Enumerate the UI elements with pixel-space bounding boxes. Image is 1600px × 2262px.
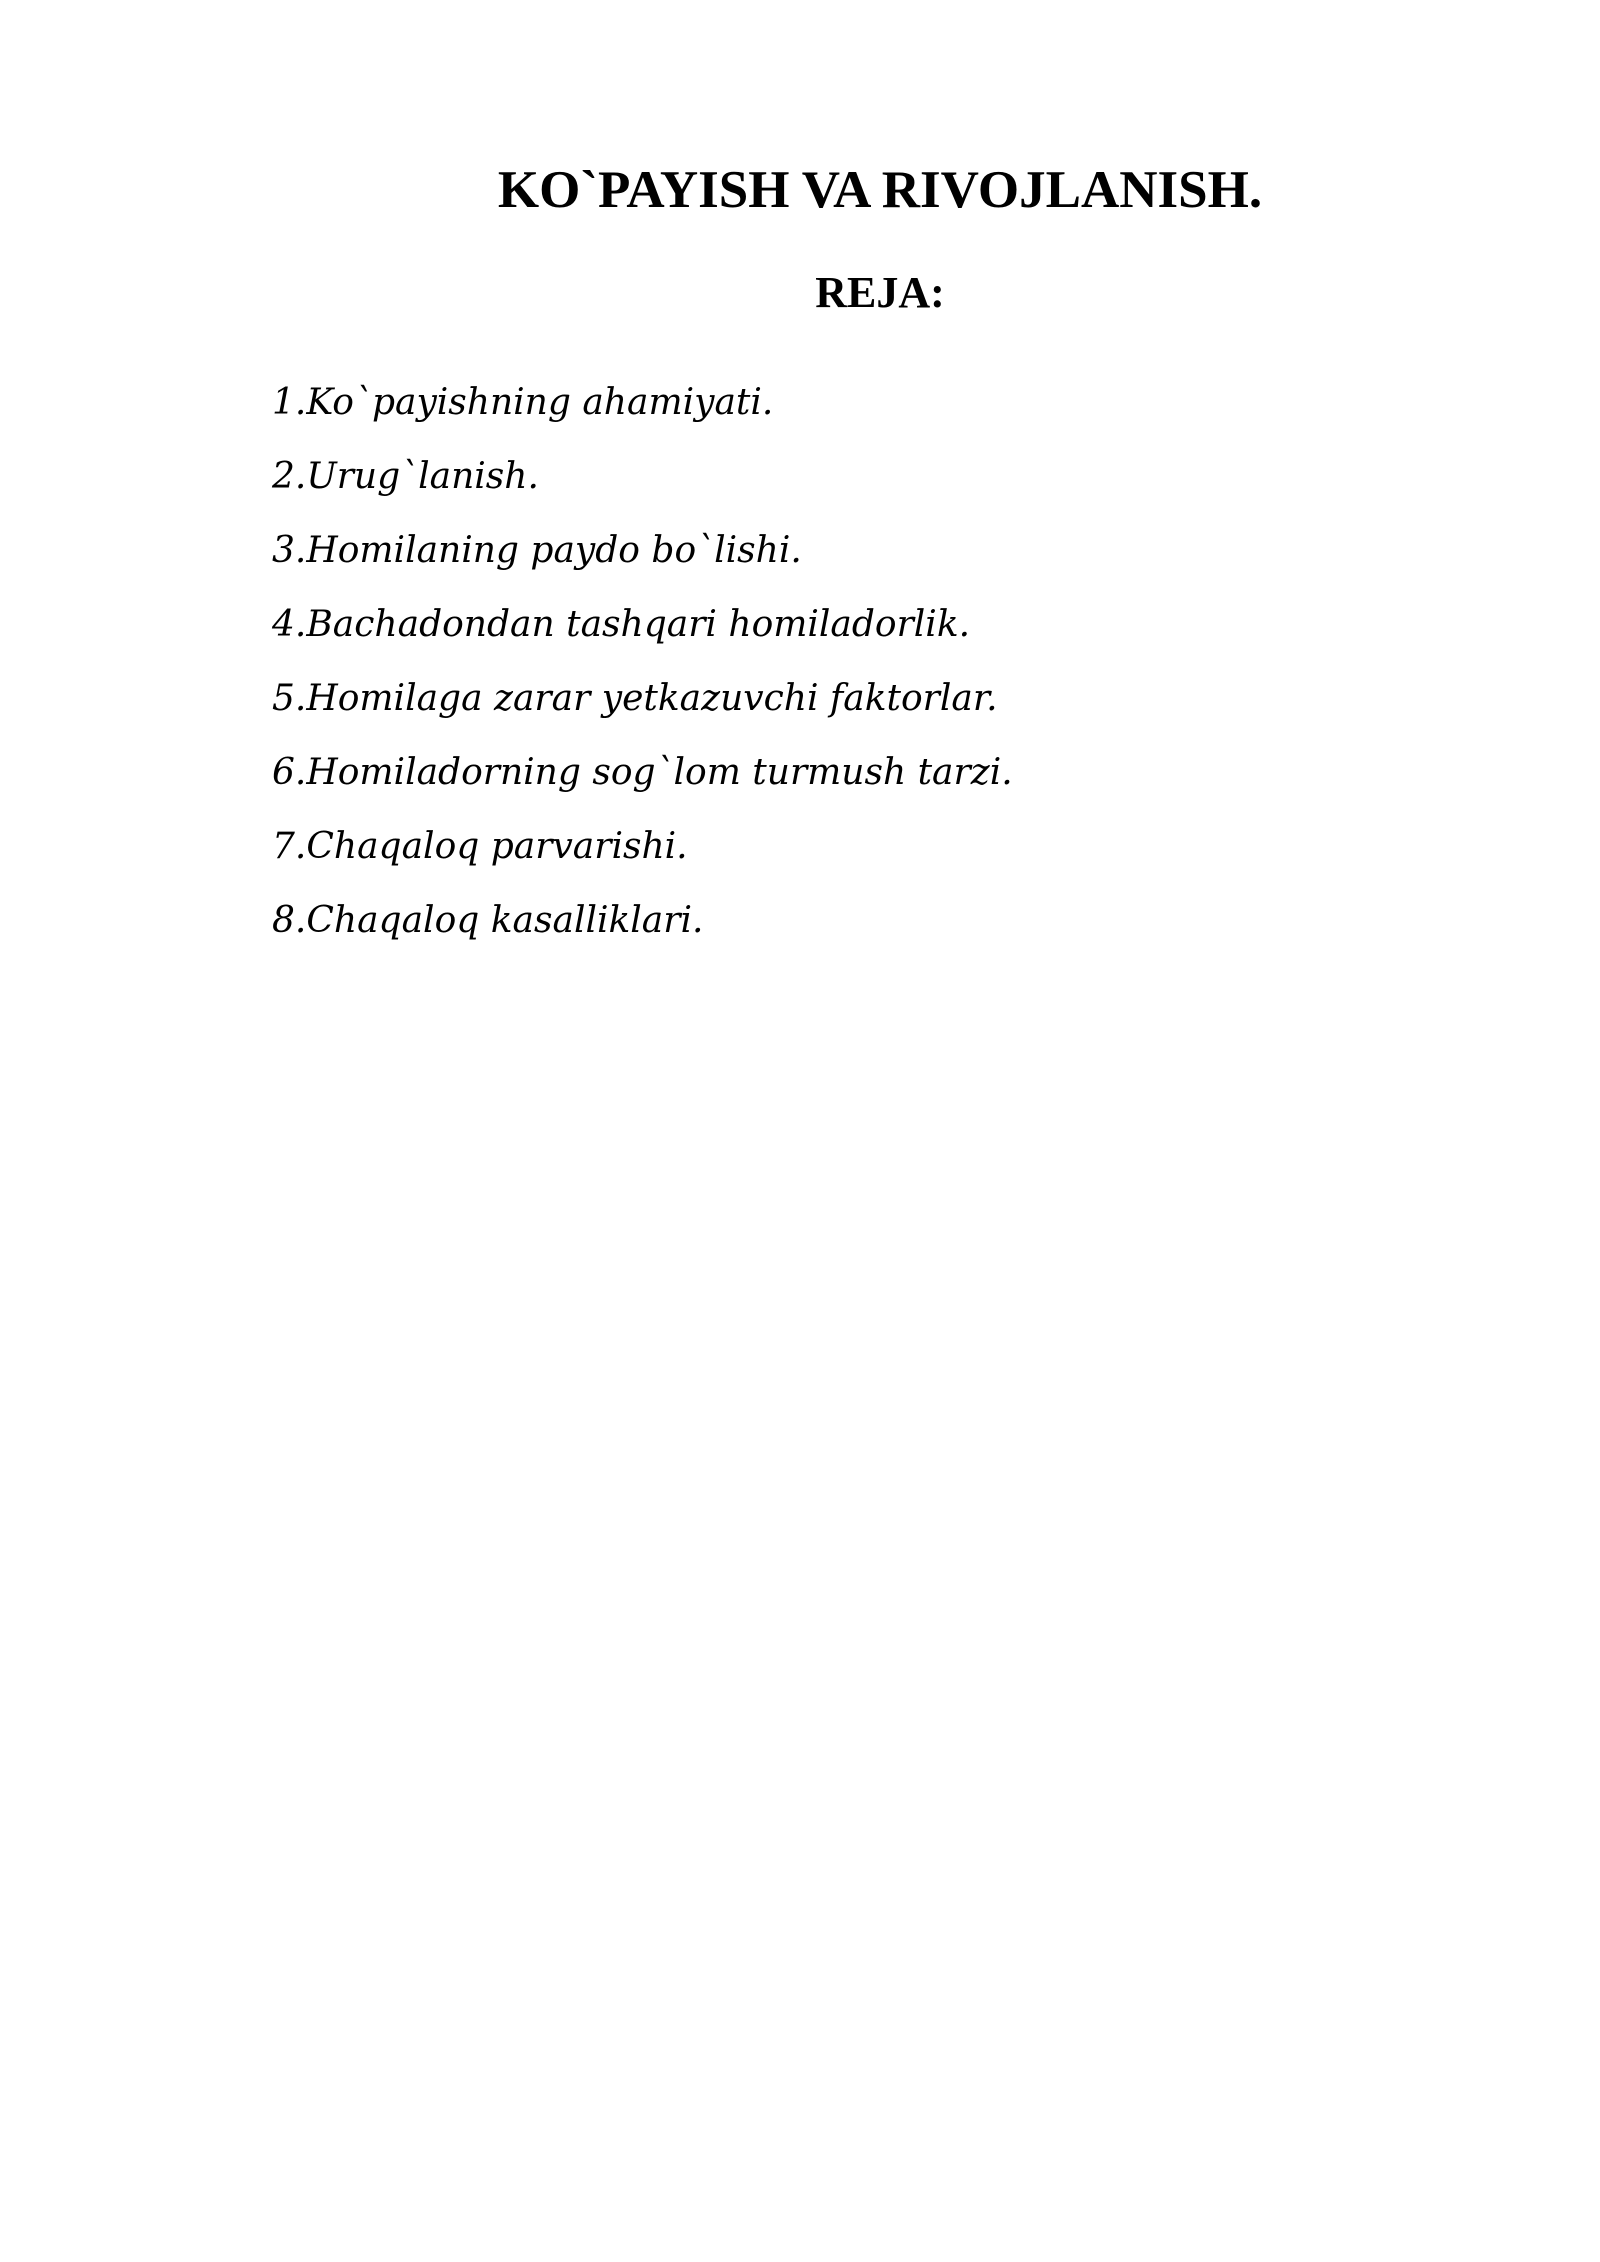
plan-item: 3.Homilaning paydo bo`lishi. [272,530,802,571]
plan-item: 5.Homilaga zarar yetkazuvchi faktorlar. [272,678,998,719]
document-title: KO`PAYISH VA RIVOJLANISH. [497,161,1263,219]
plan-list [272,366,1013,958]
plan-item: 6.Homiladorning sog`lom turmush tarzi. [272,752,1013,793]
plan-item: 1.Ko`payishning ahamiyati. [272,382,774,423]
plan-item: 2.Urug`lanish. [272,456,539,497]
plan-item: 4.Bachadondan tashqari homiladorlik. [272,604,971,645]
plan-item: 8.Chaqaloq kasalliklari. [272,900,704,941]
plan-heading: REJA: [815,268,945,317]
plan-item: 7.Chaqaloq parvarishi. [272,826,688,867]
